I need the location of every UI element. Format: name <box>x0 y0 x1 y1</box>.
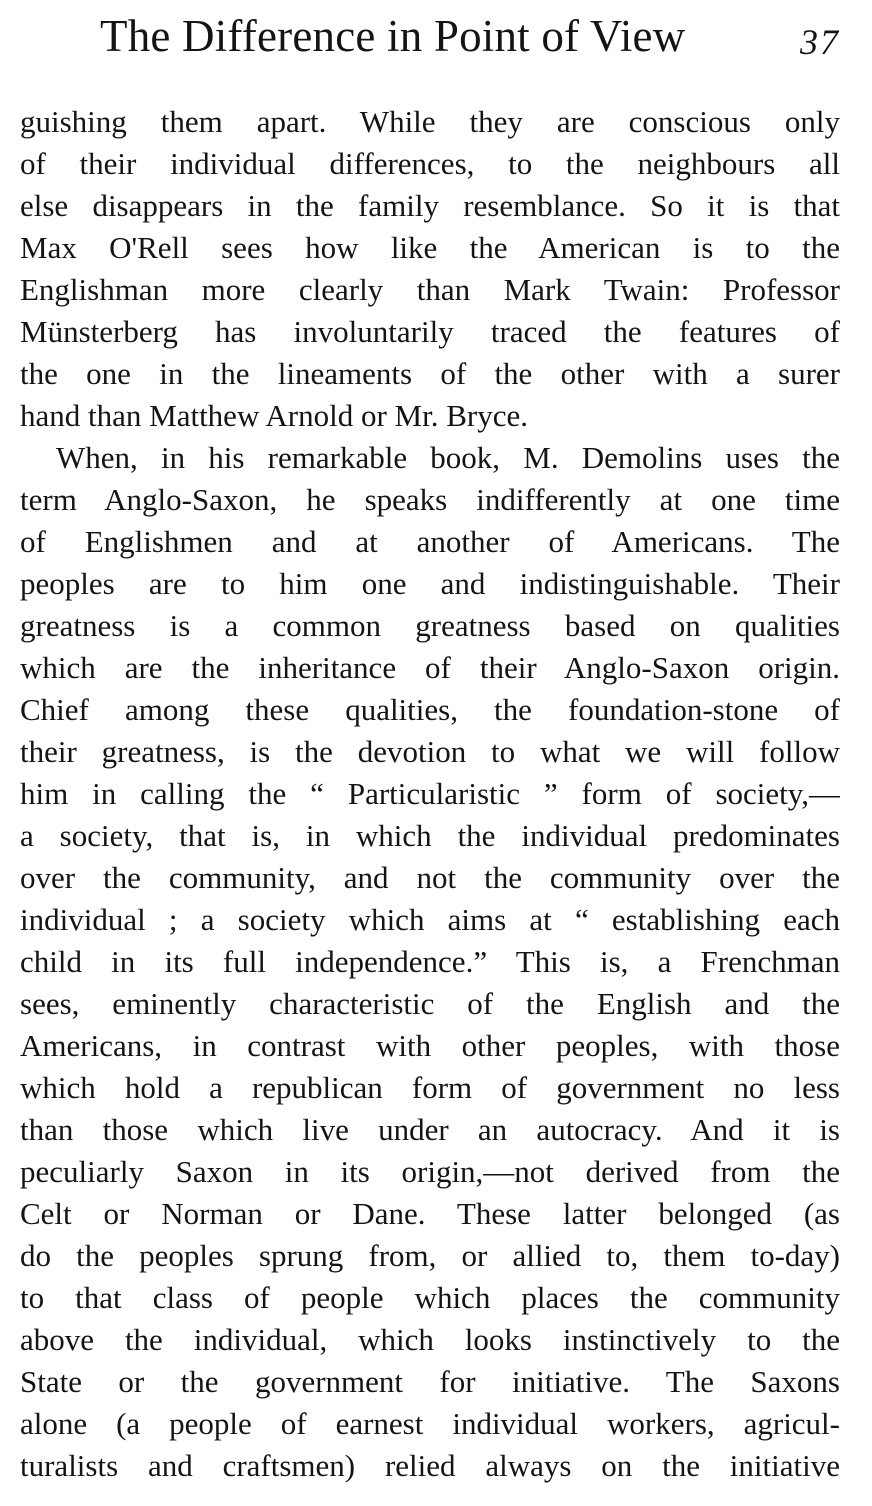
text-line: hand than Matthew Arnold or Mr. Bryce. <box>20 398 528 433</box>
text-line: Celt or Norman or Dane. These latter belonged (as <box>20 1196 840 1231</box>
text-line: above the individual, which looks instinctively to the <box>20 1322 840 1357</box>
text-line: When, in his remarkable book, M. Demolins uses the <box>56 440 840 475</box>
paragraph-demolins <box>20 437 840 1487</box>
body-text <box>20 101 840 1487</box>
text-line: term Anglo-Saxon, he speaks indifferently at one time <box>20 482 840 517</box>
text-line: greatness is a common greatness based on qualities <box>20 608 840 643</box>
text-line: do the peoples sprung from, or allied to, them to-day) <box>20 1238 840 1273</box>
text-line: which are the inheritance of their Anglo-Saxon origin. <box>20 650 840 685</box>
text-line: of their individual differences, to the neighbours all <box>20 146 840 181</box>
text-line: a society, that is, in which the individual predominates <box>20 818 840 853</box>
text-line: child in its full independence.” This is, a Frenchman <box>20 944 840 979</box>
text-line: individual ; a society which aims at “ establishing each <box>20 902 840 937</box>
running-title: The Difference in Point of View <box>100 11 686 61</box>
text-line: Max O'Rell sees how like the American is to the <box>20 230 840 265</box>
text-line: guishing them apart. While they are conscious only <box>20 104 840 139</box>
text-line: which hold a republican form of government no less <box>20 1070 840 1105</box>
paragraph-continued <box>20 101 840 437</box>
text-line: him in calling the “ Particularistic ” form of society,— <box>20 776 840 811</box>
text-line: Chief among these qualities, the foundation-stone of <box>20 692 840 727</box>
text-line: over the community, and not the community over the <box>20 860 840 895</box>
text-line: State or the government for initiative. The Saxons <box>20 1364 840 1399</box>
text-line: sees, eminently characteristic of the English and the <box>20 986 840 1021</box>
text-line: turalists and craftsmen) relied always on the initiative <box>20 1448 840 1483</box>
text-line: the one in the lineaments of the other with a surer <box>20 356 840 391</box>
text-line: of Englishmen and at another of Americans. The <box>20 524 840 559</box>
text-line: alone (a people of earnest individual workers, agricul- <box>20 1406 840 1441</box>
text-line: Englishman more clearly than Mark Twain: Professor <box>20 272 840 307</box>
text-line: Americans, in contrast with other peoples, with those <box>20 1028 840 1063</box>
text-line: peculiarly Saxon in its origin,—not derived from the <box>20 1154 840 1189</box>
page-number: 37 <box>800 22 840 62</box>
text-line: Münsterberg has involuntarily traced the features of <box>20 314 840 349</box>
text-line: else disappears in the family resemblance. So it is that <box>20 188 840 223</box>
running-head <box>100 8 840 68</box>
text-line: to that class of people which places the community <box>20 1280 840 1315</box>
text-line: peoples are to him one and indistinguishable. Their <box>20 566 840 601</box>
text-line: their greatness, is the devotion to what we will follow <box>20 734 840 769</box>
text-line: than those which live under an autocracy. And it is <box>20 1112 840 1147</box>
